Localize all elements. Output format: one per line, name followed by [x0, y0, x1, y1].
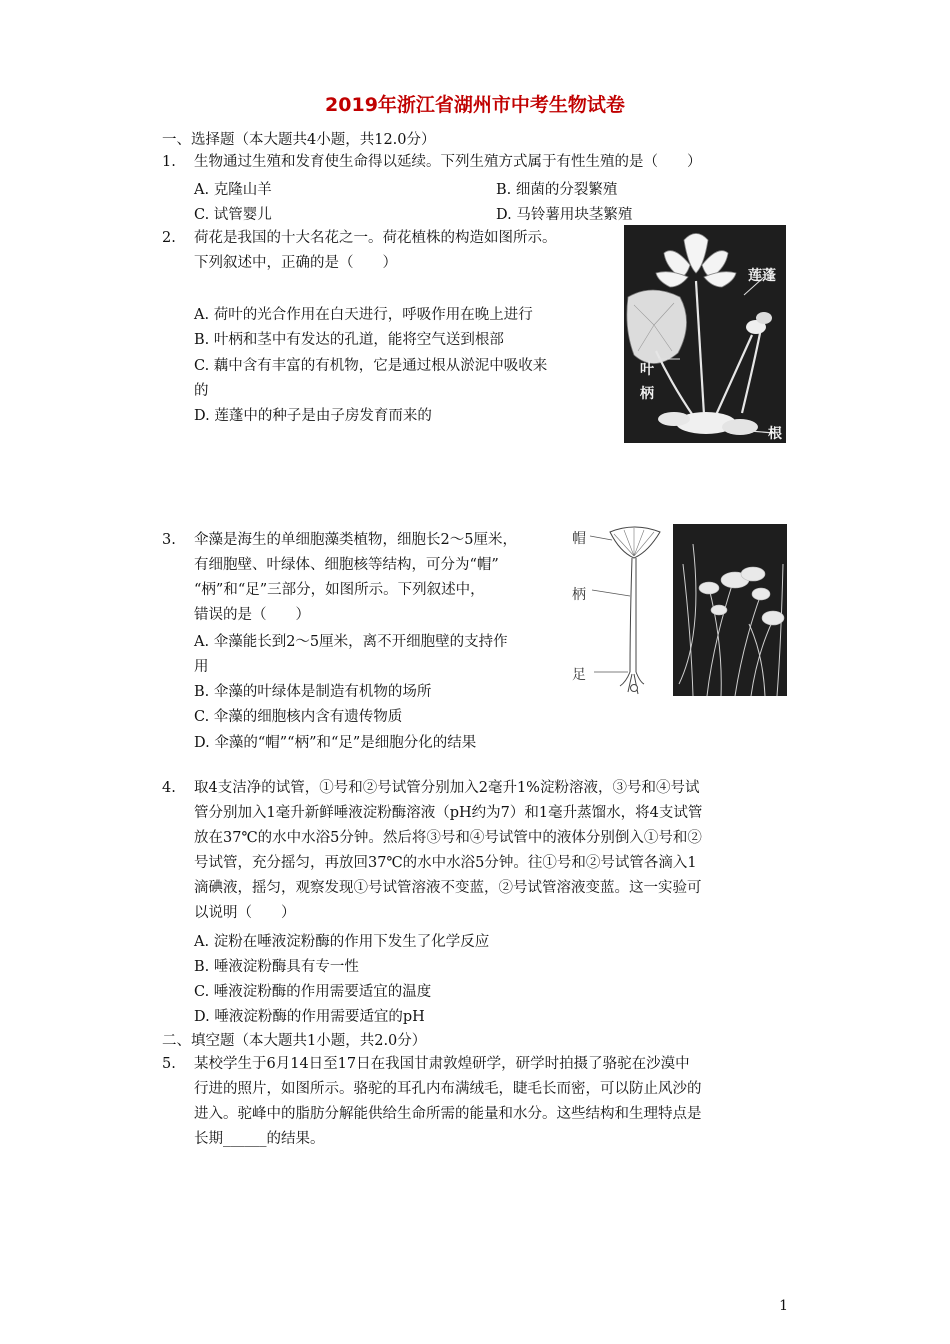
question-text: 伞藻是海生的单细胞藻类植物，细胞长2～5厘米， [194, 532, 517, 548]
question-text: 进入。驼峰中的脂肪分解能供给生命所需的能量和水分。这些结构和生理特点是 [194, 1106, 702, 1122]
question-text: 管分别加入1毫升新鲜唾液淀粉酶溶液（pH约为7）和1毫升蒸馏水，将4支试管 [194, 805, 703, 821]
option-d: D. 莲蓬中的种子是由子房发育而来的 [194, 408, 432, 424]
question-text: 行进的照片，如图所示。骆驼的耳孔内布满绒毛，睫毛长而密，可以防止风沙的 [194, 1081, 702, 1097]
question-text: 长期______的结果。 [194, 1131, 325, 1147]
question-text: “柄”和“足”三部分，如图所示。下列叙述中， [194, 582, 485, 598]
option-c: C. 试管婴儿 [194, 207, 272, 223]
question-text: 号试管，充分摇匀，再放回37℃的水中水浴5分钟。往①号和②号试管各滴入1 [194, 855, 697, 871]
option-c: C. 伞藻的细胞核内含有遗传物质 [194, 709, 403, 725]
label-mao: 帽 [572, 531, 586, 547]
question-number: 4. [162, 780, 176, 796]
question-text: 放在37℃的水中水浴5分钟。然后将③号和④号试管中的液体分别倒入①号和② [194, 830, 702, 846]
option-c: C. 唾液淀粉酶的作用需要适宜的温度 [194, 984, 432, 1000]
acetabularia-photo [673, 524, 787, 696]
question-number: 5. [162, 1056, 176, 1072]
option-a-continued: 用 [194, 659, 209, 675]
question-text: 有细胞壁、叶绿体、细胞核等结构，可分为“帽” [194, 557, 499, 573]
question-text: 生物通过生殖和发育使生命得以延续。下列生殖方式属于有性生殖的是（ ） [194, 154, 702, 170]
label-bing: 柄 [572, 587, 586, 603]
question-text: 错误的是（ ） [194, 607, 310, 623]
option-d: D. 唾液淀粉酶的作用需要适宜的pH [194, 1009, 425, 1025]
acetabularia-photo-drawing [673, 524, 787, 696]
question-text: 荷花是我国的十大名花之一。荷花植株的构造如图所示。 [194, 230, 557, 246]
label-gen: 根 [768, 426, 782, 442]
lotus-figure [624, 225, 786, 443]
question-number: 1. [162, 154, 176, 170]
option-b: B. 伞藻的叶绿体是制造有机物的场所 [194, 684, 432, 700]
question-text: 滴碘液，摇匀，观察发现①号试管溶液不变蓝，②号试管溶液变蓝。这一实验可 [194, 880, 702, 896]
option-a: A. 克隆山羊 [194, 182, 272, 198]
option-c: C. 藕中含有丰富的有机物，它是通过根从淤泥中吸收来 [194, 358, 548, 374]
option-a: A. 伞藻能长到2～5厘米，离不开细胞壁的支持作 [194, 634, 508, 650]
question-text: 以说明（ ） [194, 905, 296, 921]
section-heading-fill: 二、填空题（本大题共1小题，共2.0分） [162, 1033, 427, 1049]
label-zu: 足 [572, 667, 586, 683]
page-title: 2019年浙江省湖州市中考生物试卷 [325, 94, 625, 116]
question-text: 下列叙述中，正确的是（ ） [194, 255, 397, 271]
label-ye: 叶 [640, 362, 654, 378]
option-b: B. 叶柄和茎中有发达的孔道，能将空气送到根部 [194, 332, 504, 348]
option-b: B. 唾液淀粉酶具有专一性 [194, 959, 359, 975]
acetabularia-diagram [572, 522, 664, 700]
option-b: B. 细菌的分裂繁殖 [496, 182, 618, 198]
section-heading-choice: 一、选择题（本大题共4小题，共12.0分） [162, 132, 436, 148]
lotus-drawing [624, 225, 786, 443]
page-number: 1 [779, 1298, 788, 1314]
option-a: A. 荷叶的光合作用在白天进行，呼吸作用在晚上进行 [194, 307, 533, 323]
question-text: 取4支洁净的试管，①号和②号试管分别加入2毫升1%淀粉溶液，③号和④号试 [194, 780, 700, 796]
option-a: A. 淀粉在唾液淀粉酶的作用下发生了化学反应 [194, 934, 490, 950]
option-d: D. 伞藻的“帽”“柄”和“足”是细胞分化的结果 [194, 735, 477, 751]
option-c-continued: 的 [194, 383, 209, 399]
question-number: 2. [162, 230, 176, 246]
question-text: 某校学生于6月14日至17日在我国甘肃敦煌研学，研学时拍摄了骆驼在沙漠中 [194, 1056, 690, 1072]
label-bing: 柄 [640, 386, 654, 402]
option-d: D. 马铃薯用块茎繁殖 [496, 207, 633, 223]
label-lianpeng: 莲蓬 [748, 268, 776, 284]
question-number: 3. [162, 532, 176, 548]
